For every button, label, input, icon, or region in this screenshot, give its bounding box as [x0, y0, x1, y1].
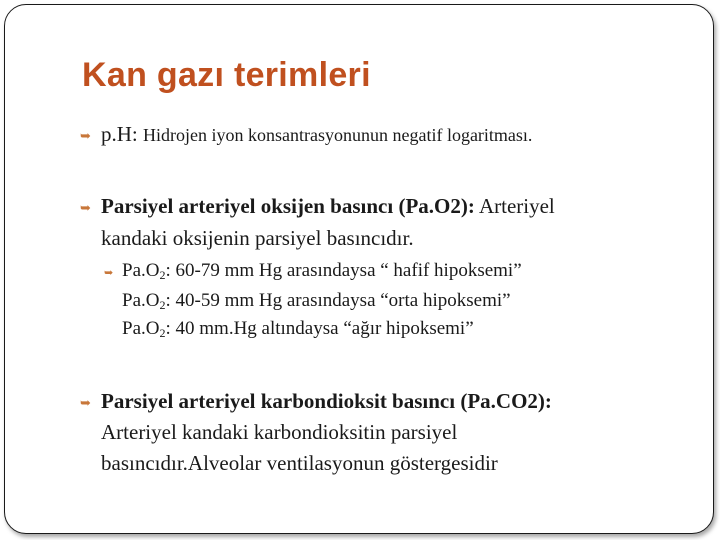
paco2-text-line2: basıncıdır.Alveolar ventilasyonun göstergesidir [101, 451, 498, 475]
pao2-sub-item-3: $Pa.O_2$: 40 mm.Hg altındaysa “ağır hipoksemi” [122, 318, 474, 340]
pao2-sub-item-2: $Pa.O_2$: 40-59 mm Hg arasındaysa “orta hipoksemi” [122, 290, 511, 312]
curved-arrow-bullet-icon: ➥ [80, 129, 91, 144]
pao2-item-line1 [101, 194, 555, 219]
ph-term: p.H: [101, 122, 138, 146]
paco2-term: Parsiyel arteriyel karbondioksit basıncı (Pa.CO2): [101, 389, 552, 413]
curved-arrow-bullet-icon: ➥ [80, 396, 91, 411]
pao2-sub-item-1: $Pa.O_2$: 60-79 mm Hg arasındaysa “ hafif hipoksemi” [122, 260, 522, 282]
pao2-text-line1: Arteriyel [478, 194, 555, 218]
paco2-text-line1: Arteriyel kandaki karbondioksitin parsiyel [101, 420, 458, 444]
ph-text: Hidrojen iyon konsantrasyonunun negatif logaritması. [143, 125, 533, 145]
curved-arrow-bullet-icon: ➥ [80, 201, 91, 216]
ph-item [101, 122, 532, 147]
slide-title: Kan gazı terimleri [82, 56, 371, 94]
curved-arrow-bullet-icon: ➥ [104, 266, 114, 279]
pao2-term: Parsiyel arteriyel oksijen basıncı (Pa.O2): [101, 194, 475, 218]
pao2-text-line2: kandaki oksijenin parsiyel basıncıdır. [101, 226, 414, 250]
